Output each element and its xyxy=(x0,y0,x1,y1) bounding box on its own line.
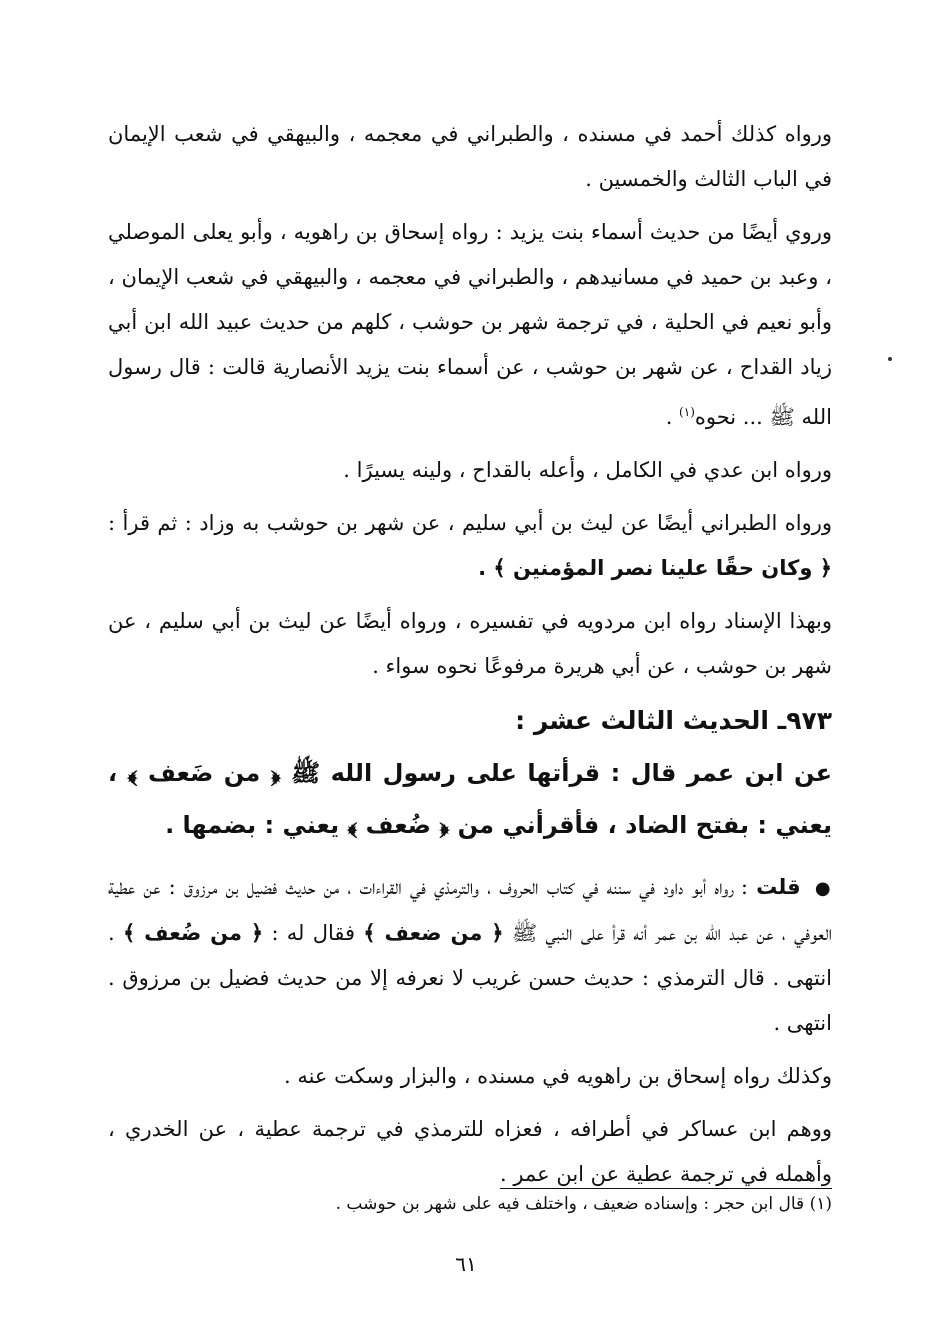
commentary-paragraph-3 xyxy=(108,1107,832,1197)
commentary-text-3b: وأهمله في ترجمة عطية عن ابن عمر . xyxy=(500,1162,832,1189)
paragraph-5 xyxy=(108,599,832,689)
page-body xyxy=(108,112,832,1312)
paragraph-4 xyxy=(108,501,832,591)
hadith-text: عن ابن عمر قال : قرأتها على رسول الله ﷺ ﴿ من ضَعف ﴾ ، يعني : بفتح الضاد ، فأقرأني من ﴿ ضُعف ﴾ يعني : بضمها . xyxy=(108,759,832,839)
paragraph-2-text: وروي أيضًا من حديث أسماء بنت يزيد : رواه إسحاق بن راهويه ، وأبو يعلى الموصلي ، وعبد بن حميد في مسانيدهم ، والطبراني في معجمه ، والبيهقي في شعب الإيمان ، وأبو نعيم في الحلية ، في ترجمة شهر بن حوشب ، كلهم من حديث عبيد الله ابن أبي زياد القداح ، عن شهر بن حوشب ، عن أسماء بنت يزيد الأنصارية قالت : قال رسول الله ﷺ ... نحوه xyxy=(108,220,832,429)
paragraph-1-text: ورواه كذلك أحمد في مسنده ، والطبراني في معجمه ، والبيهقي في شعب الإيمان في الباب الثالث والخمسين . xyxy=(108,122,832,191)
margin-speck xyxy=(888,357,892,361)
bullet-icon: ● xyxy=(814,878,832,899)
paragraph-3 xyxy=(108,448,832,493)
commentary-label: قلت xyxy=(756,875,801,899)
hadith-heading: ٩٧٣ـ الحديث الثالث عشر : xyxy=(515,706,832,735)
quran-fragment-1: ﴿ من ضعف ﴾ xyxy=(363,921,504,945)
paragraph-3-text: ورواه ابن عدي في الكامل ، وأعله بالقداح ، ولينه يسيرًا . xyxy=(343,458,832,482)
paragraph-5-text: وبهذا الإسناد رواه ابن مردويه في تفسيره ، ورواه أيضًا عن ليث بن أبي سليم ، عن شهر بن حوشب ، عن أبي هريرة مرفوعًا نحوه سواء . xyxy=(108,609,832,678)
quran-verse: ﴿ وكان حقًا علينا نصر المؤمنين ﴾ . xyxy=(478,556,832,580)
commentary-text-2: وكذلك رواه إسحاق بن راهويه في مسنده ، والبزار وسكت عنه . xyxy=(283,1064,832,1088)
commentary-text-3a: ووهم ابن عساكر في أطرافه ، فعزاه للترمذي في ترجمة عطية ، عن الخدري ، xyxy=(108,1117,832,1141)
page-number: ٦١ xyxy=(455,1252,477,1276)
paragraph-1 xyxy=(108,112,832,202)
commentary-paragraph-2 xyxy=(108,1054,832,1099)
paragraph-4-text: ورواه الطبراني أيضًا عن ليث بن أبي سليم ، عن شهر بن حوشب به وزاد : ثم قرأ : xyxy=(108,511,832,535)
commentary-text-1: : رواه أبو داود في سننه في كتاب الحروف ، والترمذي في القراءات ، من حديث فضيل بن مرزوق : عن عطية العوفي ، عن عبد الله بن عمر أنه قرأ على النبي ﷺ xyxy=(108,875,832,945)
commentary-paragraph-1 xyxy=(108,865,832,1046)
footnote: (١) قال ابن حجر : وإسناده ضعيف ، واختلف فيه على شهر بن حوشب . xyxy=(335,1194,832,1214)
commentary-text-1b: فقال له : xyxy=(271,921,356,945)
paragraph-2: وروي أيضًا من حديث أسماء بنت يزيد : رواه إسحاق بن راهويه ، وأبو يعلى الموصلي ، وعبد بن حميد في مسانيدهم ، والطبراني في معجمه ، والبيهقي في شعب الإيمان ، وأبو نعيم في الحلية ، في ترجمة شهر بن حوشب ، كلهم من حديث عبيد الله ابن أبي زياد القداح ، عن شهر بن حوشب ، عن أسماء بنت يزيد الأنصارية قالت : قال رسول الله ﷺ ... نحوه$^{(١)}$ . xyxy=(108,220,832,429)
quran-fragment-2: ﴿ من ضُعف ﴾ xyxy=(122,921,264,945)
footnote-marker: (١) xyxy=(679,405,695,419)
commentary-text-1c: . انتهى . قال الترمذي : حديث حسن غريب لا نعرفه إلا من حديث فضيل بن مرزوق . انتهى . xyxy=(108,921,832,1035)
